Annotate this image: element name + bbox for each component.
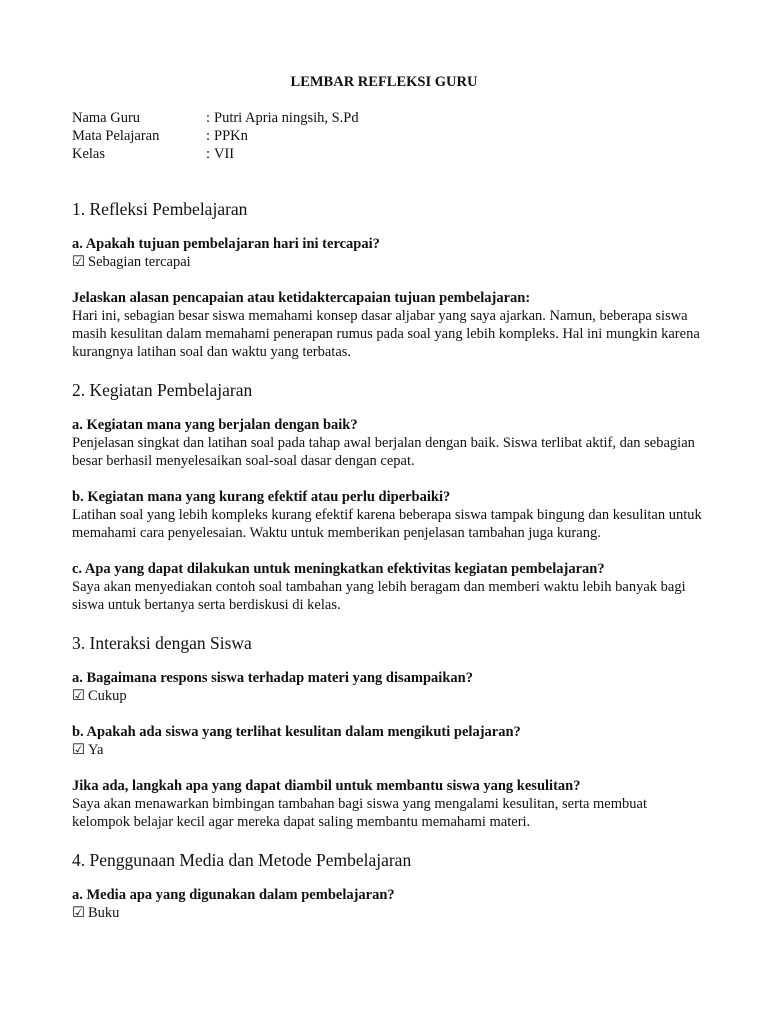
answer-text: Buku [88,905,120,921]
question: Jika ada, langkah apa yang dapat diambil untuk membantu siswa yang kesulitan? [72,778,581,794]
info-separator: : [206,128,211,144]
question: a. Apakah tujuan pembelajaran hari ini tercapai? [72,236,380,252]
info-label: Kelas [72,146,106,162]
question-block [72,560,702,614]
info-row-teacher-name [72,109,359,127]
info-label: Nama Guru [72,110,141,126]
question-block [72,669,702,705]
answer-text: Saya akan menawarkan bimbingan tambahan bagi siswa yang mengalami kesulitan, serta membuat kelompok belajar kecil agar mereka dapat saling membantu memahami materi. [72,796,647,830]
document-title: LEMBAR REFLEKSI GURU [290,74,478,90]
answer-text: Latihan soal yang lebih kompleks kurang efektif karena beberapa siswa tampak bingung dan kesulitan untuk memahami cara penyelesaian. Waktu untuk memberikan penjelasan tambahan juga kurang. [72,507,702,541]
info-label: Mata Pelajaran [72,128,160,144]
teacher-info [72,109,359,163]
question: a. Bagaimana respons siswa terhadap materi yang disampaikan? [72,670,473,686]
question: b. Kegiatan mana yang kurang efektif atau perlu diperbaiki? [72,489,451,505]
info-value: PPKn [214,128,248,144]
section-heading-media: 4. Penggunaan Media dan Metode Pembelajaran [72,850,412,870]
answer-text: Ya [88,742,104,758]
question-block [72,886,702,922]
checked-answer [72,253,702,271]
checked-answer [72,687,702,705]
section-heading-refleksi: 1. Refleksi Pembelajaran [72,199,248,219]
answer-text: Saya akan menyediakan contoh soal tambahan yang lebih beragam dan memberi waktu lebih banyak bagi siswa untuk bertanya serta berdiskusi di kelas. [72,579,686,613]
info-value: VII [214,146,235,162]
checked-answer [72,741,702,759]
question-block [72,235,702,271]
question: a. Media apa yang digunakan dalam pembelajaran? [72,887,395,903]
question-block [72,289,702,361]
document-body [72,198,702,940]
answer-text: Hari ini, sebagian besar siswa memahami konsep dasar aljabar yang saya ajarkan. Namun, beberapa siswa masih kesulitan dalam memahami penerapan rumus pada soal yang lebih kompleks. Hal ini mungkin karena kurangnya latihan soal dan waktu yang terbatas. [72,308,700,360]
info-separator: : [206,110,211,126]
question-block [72,488,702,542]
answer-text: Cukup [88,688,127,704]
info-separator: : [206,146,211,162]
info-value: Putri Apria ningsih, S.Pd [214,110,359,126]
question-block [72,777,702,831]
checkbox-checked-icon: ☑ [72,688,85,704]
question: b. Apakah ada siswa yang terlihat kesulitan dalam mengikuti pelajaran? [72,724,521,740]
checked-answer [72,904,702,922]
info-row-class [72,145,359,163]
answer-text: Penjelasan singkat dan latihan soal pada tahap awal berjalan dengan baik. Siswa terlibat aktif, dan sebagian besar berhasil menyelesaikan soal-soal dasar dengan cepat. [72,435,695,469]
checkbox-checked-icon: ☑ [72,254,85,270]
section-heading-interaksi: 3. Interaksi dengan Siswa [72,633,252,653]
section-heading-kegiatan: 2. Kegiatan Pembelajaran [72,380,253,400]
info-row-subject [72,127,359,145]
question: Jelaskan alasan pencapaian atau ketidaktercapaian tujuan pembelajaran: [72,290,531,306]
question: a. Kegiatan mana yang berjalan dengan baik? [72,417,358,433]
question-block [72,416,702,470]
checkbox-checked-icon: ☑ [72,905,85,921]
answer-text: Sebagian tercapai [88,254,191,270]
checkbox-checked-icon: ☑ [72,742,85,758]
question: c. Apa yang dapat dilakukan untuk meningkatkan efektivitas kegiatan pembelajaran? [72,561,605,577]
question-block [72,723,702,759]
